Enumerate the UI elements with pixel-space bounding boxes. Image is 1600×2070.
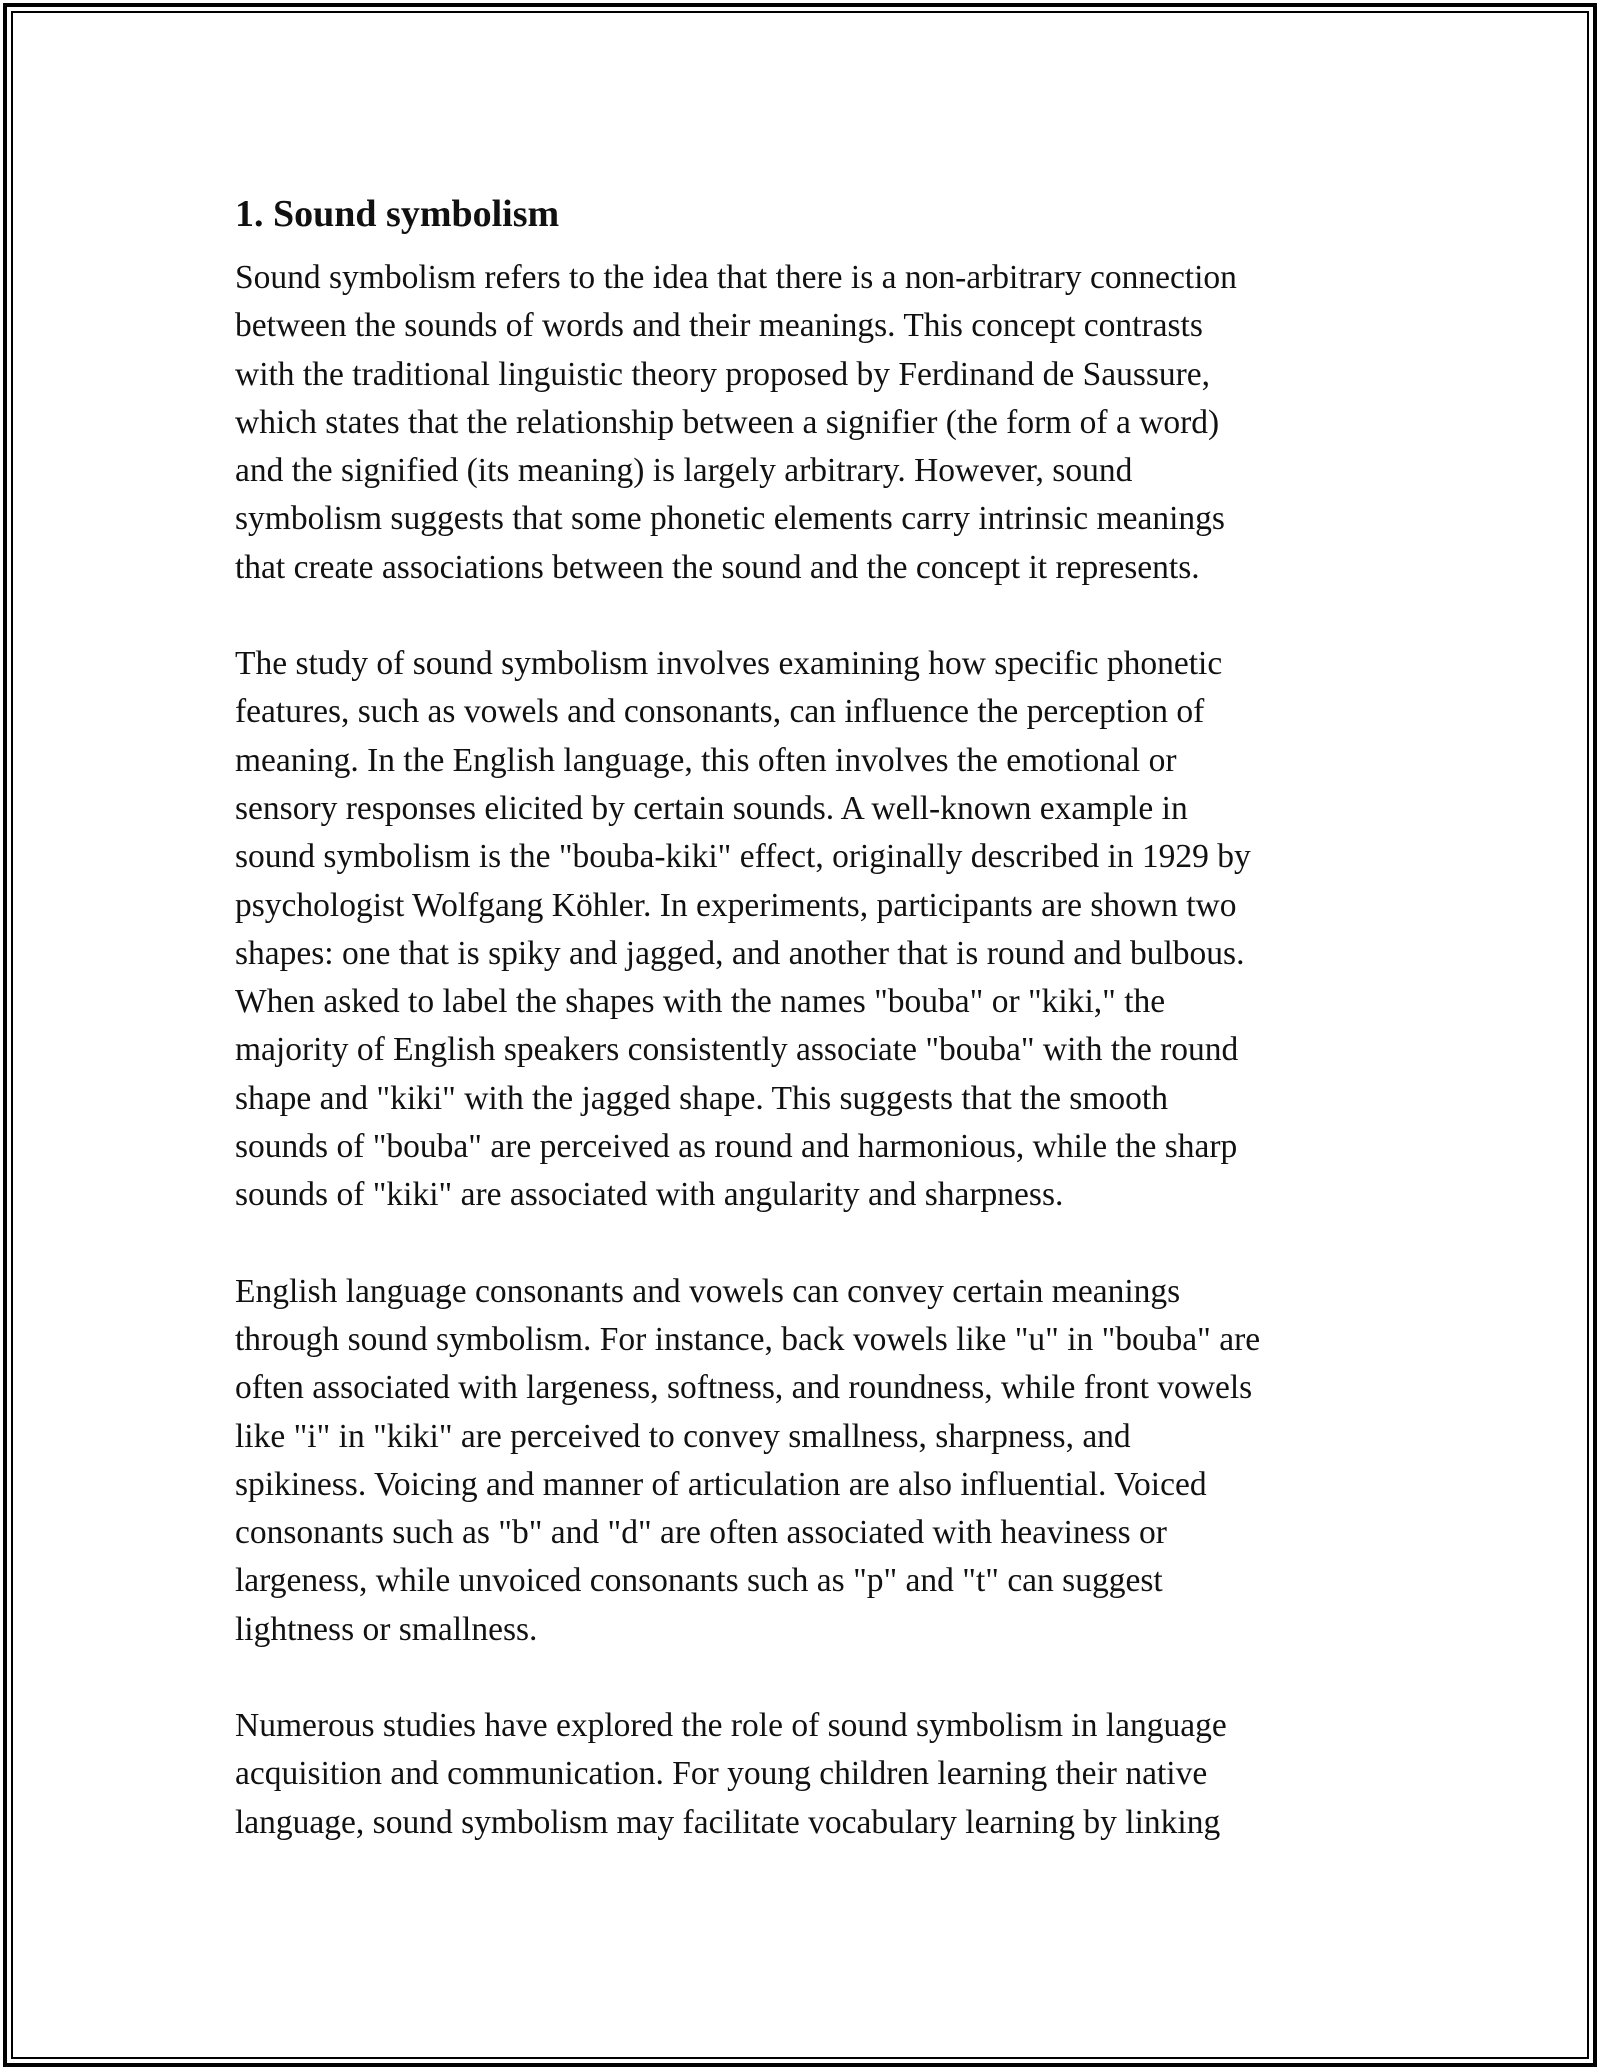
document-body [235, 186, 1375, 1895]
paragraph-2: The study of sound symbolism involves examining how specific phonetic features, such as vowels and consonants, can influence the perception of meaning. In the English language, this often involves the emotional or sensory responses elicited by certain sounds. A well-known example in sound symbolism is the "bouba-kiki" effect, originally described in 1929 by psychologist Wolfgang Köhler. In experiments, participants are shown two shapes: one that is spiky and jagged, and another that is round and bulbous. When asked to label the shapes with the names "bouba" or "kiki," the majority of English speakers consistently associate "bouba" with the round shape and "kiki" with the jagged shape. This suggests that the smooth sounds of "bouba" are perceived as round and harmonious, while the sharp sounds of "kiki" are associated with angularity and sharpness. [235, 645, 1251, 1214]
paragraph-3: English language consonants and vowels can convey certain meanings through sound symbolism. For instance, back vowels like "u" in "bouba" are often associated with largeness, softness, and roundness, while front vowels like "i" in "kiki" are perceived to convey smallness, sharpness, and spikiness. Voicing and manner of articulation are also influential. Voiced consonants such as "b" and "d" are often associated with heaviness or largeness, while unvoiced consonants such as "p" and "t" can suggest lightness or smallness. [235, 1272, 1261, 1648]
paragraph-4: Numerous studies have explored the role of sound symbolism in language acquisition and communication. For young children learning their native language, sound symbolism may facilitate vocabulary learning by linking [235, 1707, 1227, 1841]
paragraph-1: Sound symbolism refers to the idea that there is a non-arbitrary connection between the sounds of words and their meanings. This concept contrasts with the traditional linguistic theory proposed by Ferdinand de Saussure, which states that the relationship between a signifier (the form of a word) and the signified (its meaning) is largely arbitrary. However, sound symbolism suggests that some phonetic elements carry intrinsic meanings that create associations between the sound and the concept it represents. [235, 259, 1237, 586]
section-heading: 1. Sound symbolism [235, 193, 560, 235]
